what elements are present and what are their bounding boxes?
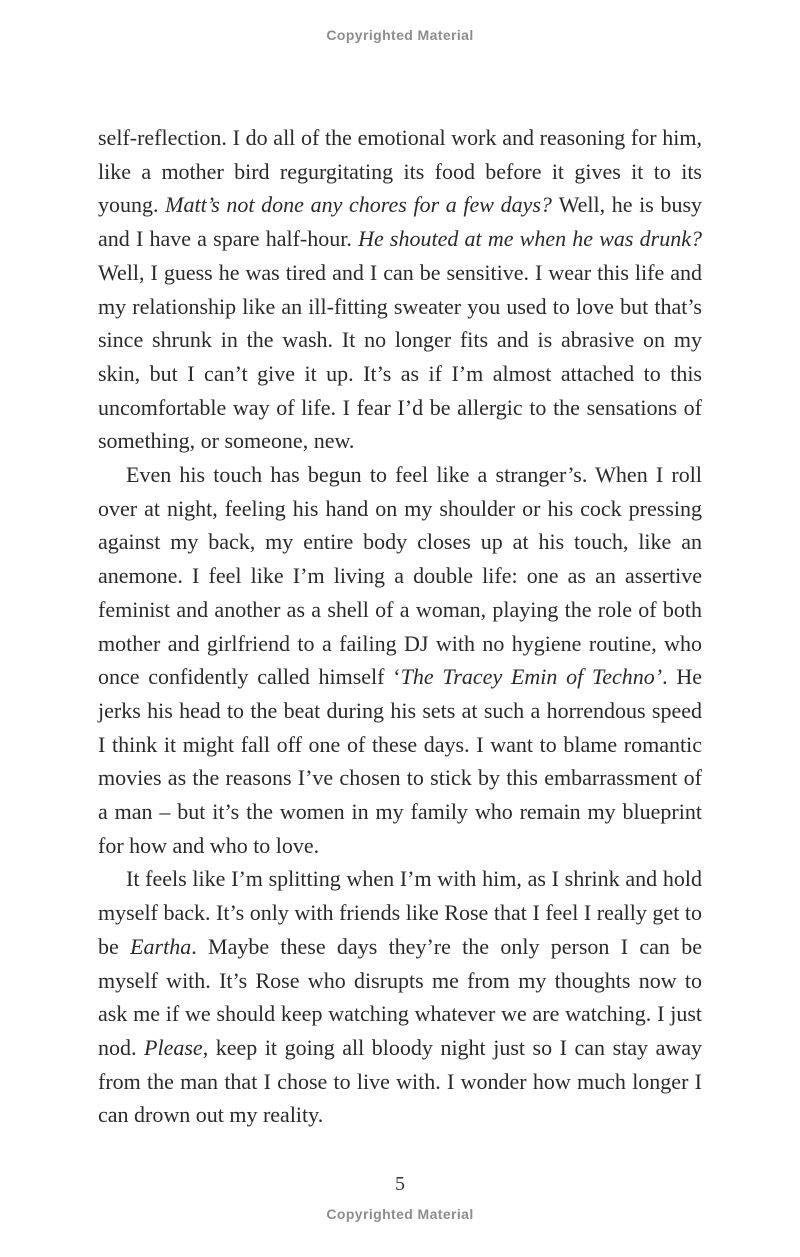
text-run: , keep it going all bloody night just so I can stay away from the man that I chose to live with. I wonder how much longer I can drown out my reality. xyxy=(98,1034,702,1128)
page-number: 5 xyxy=(395,1173,405,1195)
copyright-notice-bottom: Copyrighted Material xyxy=(326,1206,474,1222)
text-run-italic: Please xyxy=(144,1034,203,1060)
text-run: It feels like I’m splitting when I’m with him, as I shrink and hold myself back. It’s only with friends like Rose that I feel I really get to be xyxy=(98,866,702,959)
text-run: . Maybe these days they’re the only person I can be myself with. It’s Rose who disrupts me from my thoughts now to ask me if we should keep watching whatever we are watching. I just nod. xyxy=(98,933,702,1060)
paragraph xyxy=(98,862,702,1132)
text-run: . He jerks his head to the beat during his sets at such a horrendous speed I think it might fall off one of these days. I want to blame romantic movies as the reasons I’ve chosen to stick by this embarrassment of a man – but it’s the women in my family who remain my blueprint for how and who to love. xyxy=(98,664,702,858)
text-run: Even his touch has begun to feel like a stranger’s. When I roll over at night, feeling his hand on my shoulder or his cock pressing against my back, my entire body closes up at his touch, like an anemone. I feel like I’m living a double life: one as an assertive feminist and another as a shell of a woman, playing the role of both mother and girlfriend to a failing DJ with no hygiene routine, who once confidently called himself ‘ xyxy=(98,462,702,690)
text-run: Well, he is busy and I have a spare half-hour. xyxy=(98,192,702,252)
text-run: self-reflection. I do all of the emotional work and reasoning for him, like a mother bird regurgitating its food before it gives it to its young. xyxy=(98,125,702,218)
text-run-italic: He shouted at me when he was drunk? xyxy=(358,226,702,252)
text-run-italic: Matt’s not done any chores for a few days? xyxy=(165,192,559,218)
page-text xyxy=(98,121,702,1132)
paragraph xyxy=(98,458,702,862)
text-run: Well, I guess he was tired and I can be sensitive. I wear this life and my relationship like an ill-fitting sweater you used to love but that’s since shrunk in the wash. It no longer fits and is abrasive on my skin, but I can’t give it up. It’s as if I’m almost attached to this uncomfortable way of life. I fear I’d be allergic to the sensations of something, or someone, new. xyxy=(98,259,702,454)
text-run-italic: Eartha xyxy=(130,933,192,959)
paragraph xyxy=(98,121,702,458)
text-run-italic: The Tracey Emin of Techno’ xyxy=(400,664,663,690)
copyright-notice-top: Copyrighted Material xyxy=(326,27,474,43)
